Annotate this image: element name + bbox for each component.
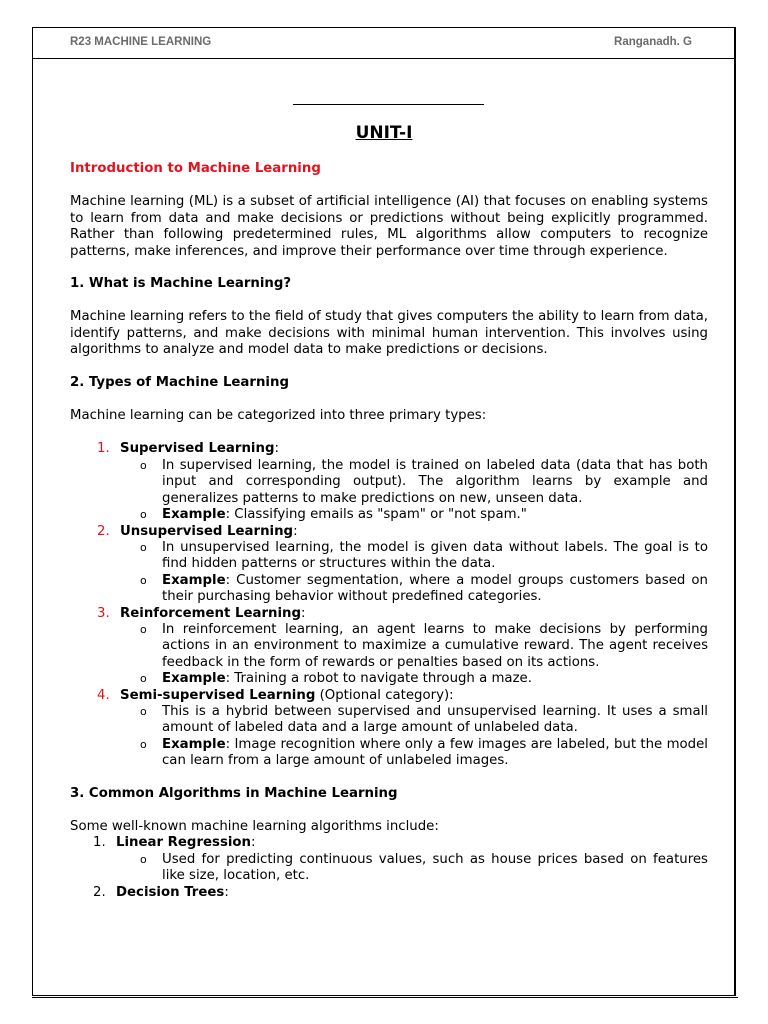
page-header bbox=[70, 36, 692, 52]
list-item-suffix: : bbox=[274, 441, 279, 457]
bullet-icon: o bbox=[140, 458, 147, 472]
example-label: Example bbox=[162, 572, 226, 588]
sub-item-text: In supervised learning, the model is trained on labeled data (data that has both input and corresponding output). The algorithm learns by example and generalizes patterns to make predictions on new, unseen data. bbox=[162, 457, 708, 506]
bullet-icon: o bbox=[140, 852, 147, 866]
list-number: 3. bbox=[97, 605, 110, 621]
sub-list bbox=[120, 458, 708, 524]
bullet-icon: o bbox=[140, 622, 147, 636]
bullet-icon: o bbox=[140, 573, 147, 587]
sub-list-item bbox=[120, 573, 708, 606]
bullet-icon: o bbox=[140, 540, 147, 554]
sub-list bbox=[116, 852, 708, 885]
ml-types-list bbox=[70, 441, 708, 769]
list-item bbox=[70, 441, 708, 523]
section-1-heading: 1. What is Machine Learning? bbox=[70, 276, 292, 292]
sub-list-item bbox=[120, 737, 708, 770]
list-item bbox=[70, 885, 708, 901]
example-text: : Image recognition where only a few images are labeled, but the model can learn from a large amount of unlabeled images. bbox=[162, 736, 708, 769]
sub-list-item bbox=[120, 704, 708, 737]
sub-list-item bbox=[120, 671, 708, 687]
algorithms-list bbox=[70, 835, 708, 901]
list-item bbox=[70, 606, 708, 688]
intro-heading: Introduction to Machine Learning bbox=[70, 161, 321, 176]
bullet-icon: o bbox=[140, 737, 147, 751]
sub-list bbox=[120, 622, 708, 688]
list-item-title: Linear Regression bbox=[116, 835, 252, 851]
list-item bbox=[70, 524, 708, 606]
bullet-icon: o bbox=[140, 704, 147, 718]
document-body bbox=[70, 161, 708, 901]
intro-paragraph: Machine learning (ML) is a subset of artificial intelligence (AI) that focuses on enabling systems to learn from data and make decisions or predictions without being explicitly programmed. Rather than following predetermined rules, ML algorithms allow computers to recognize patterns, make inferences, and improve their performance over time through experience. bbox=[70, 194, 708, 259]
header-course-title: R23 MACHINE LEARNING bbox=[70, 36, 212, 48]
example-label: Example bbox=[162, 671, 226, 687]
bullet-icon: o bbox=[140, 508, 147, 522]
page-border-shadow bbox=[32, 997, 738, 998]
list-number: 2. bbox=[93, 884, 106, 900]
list-item-title: Supervised Learning bbox=[120, 441, 275, 457]
list-item-title: Reinforcement Learning bbox=[120, 605, 302, 621]
sub-list bbox=[120, 704, 708, 770]
sub-item-text: In unsupervised learning, the model is given data without labels. The goal is to find hidden patterns or structures within the data. bbox=[162, 539, 708, 572]
list-item-title: Unsupervised Learning bbox=[120, 523, 294, 539]
example-label: Example bbox=[162, 507, 226, 523]
sub-list-item bbox=[116, 852, 708, 885]
section-3-intro: Some well-known machine learning algorithms include: bbox=[70, 819, 439, 834]
list-item-suffix: (Optional category): bbox=[315, 687, 454, 703]
bullet-icon: o bbox=[140, 672, 147, 686]
list-number: 4. bbox=[97, 687, 110, 703]
section-1-paragraph: Machine learning refers to the field of study that gives computers the ability to learn from data, identify patterns, and make decisions with minimal human intervention. This involves using algorithms to analyze and model data to make predictions or decisions. bbox=[70, 309, 708, 358]
header-author: Ranganadh. G bbox=[614, 36, 692, 48]
list-number: 1. bbox=[97, 441, 110, 457]
sub-list-item bbox=[120, 622, 708, 671]
unit-title: UNIT-I bbox=[355, 123, 413, 143]
list-item bbox=[70, 835, 708, 884]
list-item-suffix: : bbox=[293, 523, 298, 539]
list-item-suffix: : bbox=[301, 605, 306, 621]
example-text: : Classifying emails as "spam" or "not spam." bbox=[225, 507, 527, 523]
sub-item-text: This is a hybrid between supervised and unsupervised learning. It uses a small amount of labeled data and a large amount of unlabeled data. bbox=[162, 703, 708, 736]
sub-item-text: Used for predicting continuous values, such as house prices based on features like size, location, etc. bbox=[162, 851, 708, 884]
example-label: Example bbox=[162, 736, 226, 752]
sub-list bbox=[120, 540, 708, 606]
section-2-heading: 2. Types of Machine Learning bbox=[70, 374, 289, 390]
section-3-heading: 3. Common Algorithms in Machine Learning bbox=[70, 785, 398, 801]
header-divider bbox=[33, 58, 735, 59]
example-text: : Customer segmentation, where a model groups customers based on their purchasing behavior without predefined categories. bbox=[162, 572, 708, 605]
list-item bbox=[70, 688, 708, 770]
list-item-suffix: : bbox=[224, 884, 229, 900]
section-2-intro: Machine learning can be categorized into three primary types: bbox=[70, 408, 487, 424]
list-number: 1. bbox=[93, 835, 106, 851]
sub-list-item bbox=[120, 507, 708, 523]
title-top-rule bbox=[293, 104, 484, 105]
example-text: : Training a robot to navigate through a maze. bbox=[225, 671, 532, 687]
list-number: 2. bbox=[97, 523, 110, 539]
sub-list-item bbox=[120, 458, 708, 507]
list-item-title: Decision Trees bbox=[116, 884, 225, 900]
list-item-suffix: : bbox=[251, 835, 256, 851]
sub-list-item bbox=[120, 540, 708, 573]
sub-item-text: In reinforcement learning, an agent learns to make decisions by performing actions in an environment to maximize a cumulative reward. The agent receives feedback in the form of rewards or penalties based on its actions. bbox=[162, 621, 708, 670]
list-item-title: Semi-supervised Learning bbox=[120, 687, 316, 703]
